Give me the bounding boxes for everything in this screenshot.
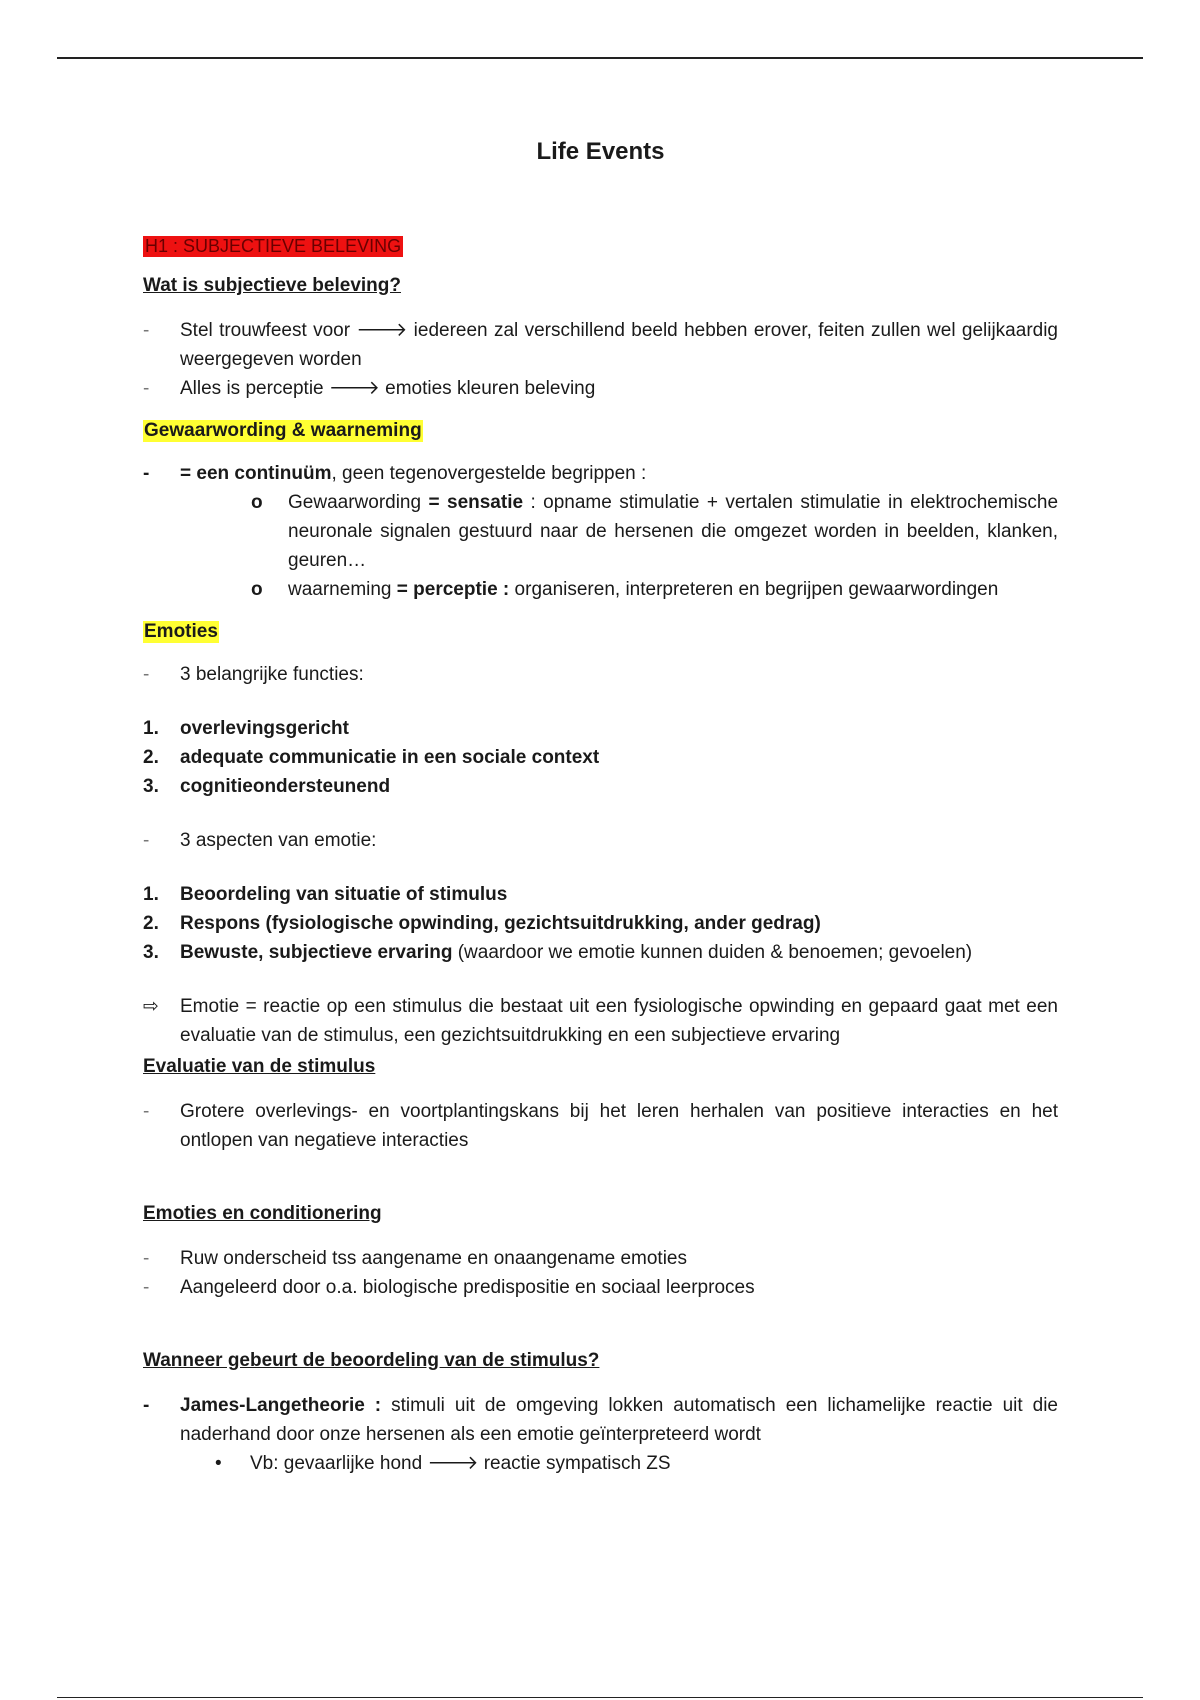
conclusion-item: ⇨ Emotie = reactie op een stimulus die bestaat uit een fysiologische opwinding en gepaard gaat met een evaluatie van de stimulus, een gezichtsuitdrukking en een subjectieve ervaring xyxy=(143,992,1058,1050)
section-heading-subjectieve-beleving: Wat is subjectieve beleving? xyxy=(143,275,401,296)
dash-marker: - xyxy=(143,320,150,341)
section-heading-beoordeling: Wanneer gebeurt de beoordeling van de stimulus? xyxy=(143,1350,600,1371)
dash-marker: - xyxy=(143,664,150,685)
circle-marker: o xyxy=(251,579,263,600)
dash-marker: - xyxy=(143,1277,150,1298)
bullet-marker: • xyxy=(215,1453,222,1474)
numbered-item: 2. adequate communicatie in een sociale context xyxy=(143,747,600,768)
list-item: - = een continuüm, geen tegenovergestelde begrippen : xyxy=(143,459,1058,488)
arrow-icon: 🡒 xyxy=(328,378,380,399)
section-heading-gewaarwording: Gewaarwording & waarneming xyxy=(144,420,422,441)
bullet-item: • Vb: gevaarlijke hond 🡒 reactie sympatisch ZS xyxy=(143,1449,1058,1478)
numbered-item: 2. Respons (fysiologische opwinding, gezichtsuitdrukking, ander gedrag) xyxy=(143,913,821,934)
sub-list-item: o waarneming = perceptie : organiseren, interpreteren en begrijpen gewaarwordingen xyxy=(143,575,1058,604)
list-item: - Alles is perceptie 🡒 emoties kleuren beleving xyxy=(143,374,1058,403)
header-rule xyxy=(57,57,1143,59)
list-item: - 3 aspecten van emotie: xyxy=(143,826,1058,855)
section-heading-conditionering: Emoties en conditionering xyxy=(143,1203,382,1224)
page-title: Life Events xyxy=(536,138,665,165)
list-item: - Grotere overlevings- en voortplantingskans bij het leren herhalen van positieve interacties en het ontlopen van negatieve interacties xyxy=(143,1097,1058,1155)
numbered-item: 1. Beoordeling van situatie of stimulus xyxy=(143,884,508,905)
circle-marker: o xyxy=(251,492,263,513)
dash-marker: - xyxy=(143,1248,150,1269)
dash-marker: - xyxy=(143,1395,150,1416)
list-item: - James-Langetheorie : stimuli uit de omgeving lokken automatisch een lichamelijke reactie uit die naderhand door onze hersenen als een emotie geïnterpreteerd wordt xyxy=(143,1391,1058,1449)
dash-marker: - xyxy=(143,830,150,851)
conclusion-arrow-icon: ⇨ xyxy=(143,996,159,1017)
numbered-item: 3. cognitieondersteunend xyxy=(143,776,391,797)
section-heading-emoties: Emoties xyxy=(144,621,218,642)
dash-marker: - xyxy=(143,463,150,484)
list-item: - Ruw onderscheid tss aangename en onaangename emoties xyxy=(143,1244,1058,1273)
arrow-icon: 🡒 xyxy=(427,1453,479,1474)
chapter-heading: H1 : SUBJECTIEVE BELEVING xyxy=(145,236,402,256)
sub-list-item: o Gewaarwording = sensatie : opname stimulatie + vertalen stimulatie in elektrochemische neuronale signalen gestuurd naar de hersenen die omgezet worden in beelden, klanken, geuren… xyxy=(143,488,1058,575)
arrow-icon: 🡒 xyxy=(356,320,408,341)
dash-marker: - xyxy=(143,1101,150,1122)
dash-marker: - xyxy=(143,378,150,399)
numbered-item: 3. Bewuste, subjectieve ervaring (waardoor we emotie kunnen duiden & benoemen; gevoelen) xyxy=(143,942,973,963)
footer-rule xyxy=(57,1697,1143,1698)
list-item: - Aangeleerd door o.a. biologische predispositie en sociaal leerproces xyxy=(143,1273,1058,1302)
list-item: - 3 belangrijke functies: xyxy=(143,660,1058,689)
list-item: - Stel trouwfeest voor 🡒 iedereen zal verschillend beeld hebben erover, feiten zullen wel gelijkaardig weergegeven worden xyxy=(143,316,1058,374)
document-body xyxy=(143,138,1058,1478)
numbered-item: 1. overlevingsgericht xyxy=(143,718,349,739)
section-heading-evaluatie: Evaluatie van de stimulus xyxy=(143,1056,376,1077)
